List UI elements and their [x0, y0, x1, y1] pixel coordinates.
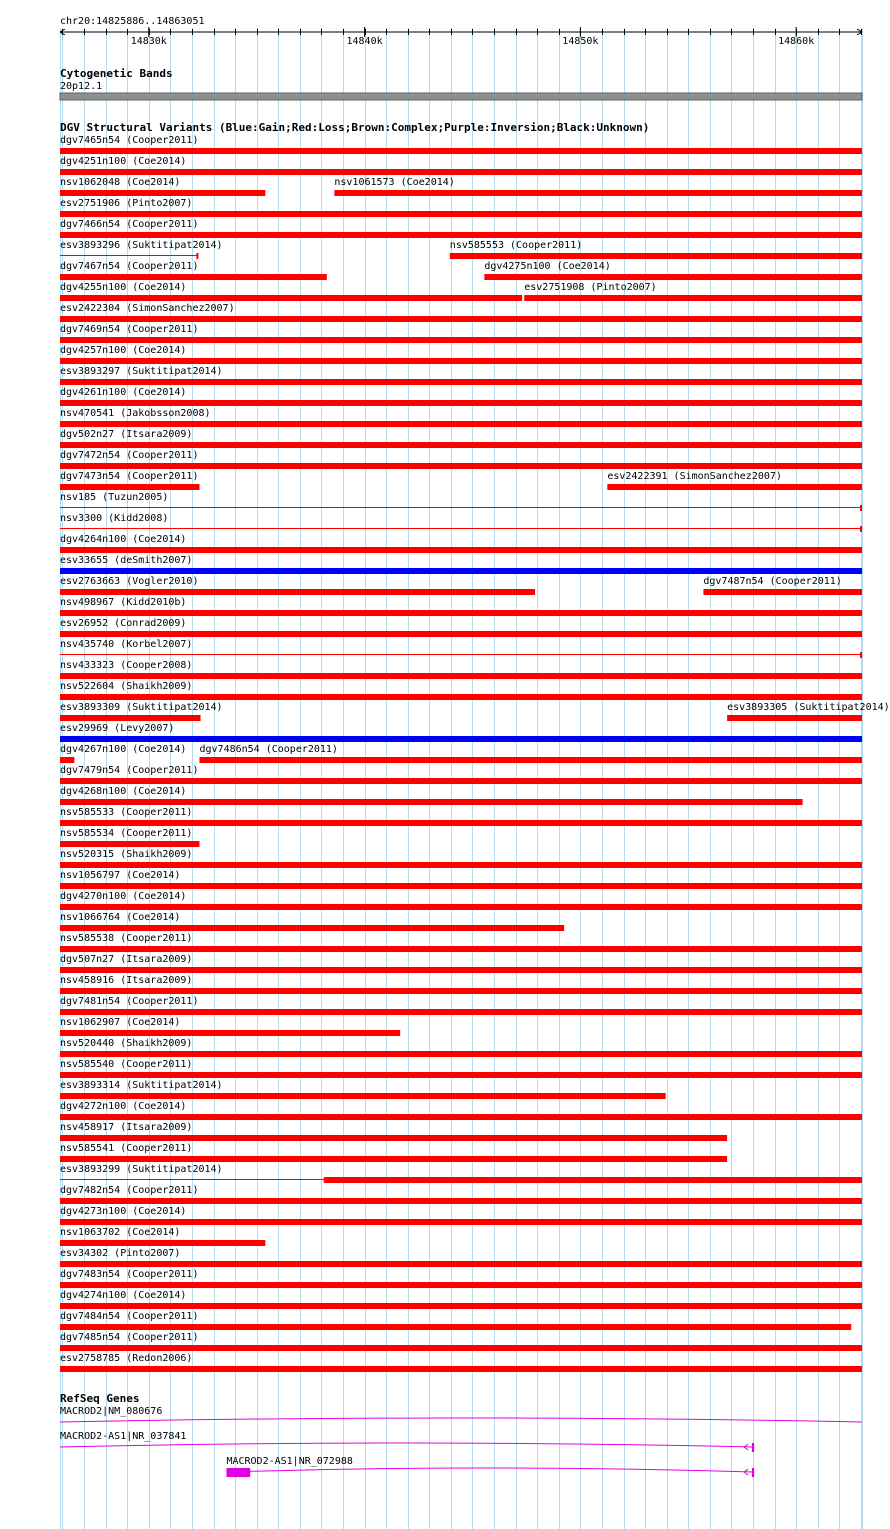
dgv-variant-label: nsv1066764 (Coe2014) — [60, 912, 181, 923]
dgv-variant-bar[interactable] — [60, 211, 862, 217]
dgv-variant-bar[interactable] — [60, 1303, 862, 1309]
dgv-variant-label: dgv4273n100 (Coe2014) — [60, 1206, 187, 1217]
dgv-row — [60, 1290, 862, 1309]
dgv-variant[interactable] — [60, 849, 862, 868]
dgv-variant[interactable] — [60, 744, 186, 763]
dgv-variant-label: esv2422391 (SimonSanchez2007) — [607, 471, 782, 482]
dgv-variant[interactable] — [60, 891, 862, 910]
dgv-variant[interactable] — [60, 366, 862, 385]
dgv-row — [60, 534, 862, 553]
dgv-variant[interactable] — [60, 492, 862, 511]
dgv-row — [60, 1122, 727, 1141]
dgv-variant[interactable] — [199, 744, 862, 763]
dgv-variant[interactable] — [727, 702, 890, 721]
dgv-variant-bar[interactable] — [60, 1324, 851, 1330]
dgv-variant[interactable] — [60, 1185, 862, 1204]
dgv-variant-label: dgv4267n100 (Coe2014) — [60, 744, 187, 755]
dgv-variant[interactable] — [60, 828, 199, 847]
dgv-variant[interactable] — [607, 471, 862, 490]
dgv-variant-bar[interactable] — [60, 862, 862, 868]
dgv-row — [60, 828, 199, 847]
dgv-variant[interactable] — [60, 954, 862, 973]
dgv-variant-bar[interactable] — [607, 484, 862, 490]
dgv-variant-label: dgv7486n54 (Cooper2011) — [199, 744, 338, 755]
dgv-row — [60, 744, 862, 763]
dgv-variant-bar[interactable] — [60, 295, 522, 301]
refseq-gene[interactable] — [60, 1406, 862, 1422]
dgv-row — [60, 450, 862, 469]
ruler-ticks — [60, 27, 862, 47]
dgv-variant[interactable] — [60, 996, 862, 1015]
dgv-variant[interactable] — [60, 597, 862, 616]
dgv-row — [60, 975, 862, 994]
dgv-variant-label: dgv7472n54 (Cooper2011) — [60, 450, 199, 461]
dgv-variant[interactable] — [60, 1143, 727, 1162]
dgv-variant-label: dgv4268n100 (Coe2014) — [60, 786, 187, 797]
dgv-variant-label: esv3893309 (Suktitipat2014) — [60, 702, 223, 713]
dgv-variant-bar[interactable] — [60, 421, 862, 427]
dgv-row — [60, 156, 862, 175]
dgv-variant-label: nsv498967 (Kidd2010b) — [60, 597, 187, 608]
cytoband-bar[interactable] — [60, 93, 862, 100]
dgv-variant-bar[interactable] — [334, 190, 862, 196]
dgv-row — [60, 597, 862, 616]
dgv-variant-label: nsv1061573 (Coe2014) — [334, 177, 455, 188]
dgv-variant-label: dgv7469n54 (Cooper2011) — [60, 324, 199, 335]
dgv-variant-bar[interactable] — [60, 274, 327, 280]
dgv-variant-bar[interactable] — [60, 1198, 862, 1204]
dgv-variant-bar[interactable] — [60, 715, 201, 721]
dgv-variant-bar[interactable] — [727, 715, 862, 721]
dgv-row — [60, 1017, 400, 1036]
dgv-variant-label: nsv585553 (Cooper2011) — [449, 240, 583, 251]
dgv-row — [60, 240, 862, 259]
dgv-row — [60, 219, 862, 238]
dgv-variant[interactable] — [60, 1101, 862, 1120]
dgv-row — [60, 1332, 862, 1351]
refseq-genes-track[interactable] — [60, 1392, 862, 1477]
dgv-variant[interactable] — [60, 177, 265, 196]
dgv-variant-label: dgv7479n54 (Cooper2011) — [60, 765, 199, 776]
ruler-range-label: chr20:14825886..14863051 — [60, 16, 205, 27]
dgv-variant-bar[interactable] — [60, 547, 862, 553]
dgv-row — [60, 177, 862, 196]
dgv-row — [60, 933, 862, 952]
ruler-tick-label: 14850k — [562, 36, 599, 47]
dgv-variant-label: nsv585533 (Cooper2011) — [60, 807, 193, 818]
dgv-variant[interactable] — [60, 1269, 862, 1288]
dgv-variant-label: dgv7485n54 (Cooper2011) — [60, 1332, 199, 1343]
dgv-variant-label: esv2422304 (SimonSanchez2007) — [60, 303, 235, 314]
dgv-variant-bar[interactable] — [60, 1009, 862, 1015]
dgv-row — [60, 849, 862, 868]
dgv-row — [60, 198, 862, 217]
dgv-variant-label: nsv585534 (Cooper2011) — [60, 828, 193, 839]
dgv-variant-label: nsv458916 (Itsara2009) — [60, 975, 193, 986]
dgv-row — [60, 1101, 862, 1120]
dgv-variant-label: nsv470541 (Jakobsson2008) — [60, 408, 211, 419]
dgv-variant-bar[interactable] — [60, 883, 862, 889]
dgv-variant-label: dgv4272n100 (Coe2014) — [60, 1101, 187, 1112]
dgv-variant-bar[interactable] — [60, 1240, 265, 1246]
dgv-variant-label: dgv4270n100 (Coe2014) — [60, 891, 187, 902]
dgv-track-title: DGV Structural Variants (Blue:Gain;Red:Loss;Brown:Complex;Purple:Inversion;Black:Unknown) — [60, 121, 650, 134]
dgv-variant-bar[interactable] — [60, 1156, 727, 1162]
dgv-variant[interactable] — [60, 1059, 862, 1078]
dgv-variant[interactable] — [60, 660, 862, 679]
dgv-variant-label: nsv585540 (Cooper2011) — [60, 1059, 193, 1070]
dgv-variant-label: nsv1062907 (Coe2014) — [60, 1017, 181, 1028]
dgv-variant-bar[interactable] — [60, 232, 862, 238]
dgv-variant-bar[interactable] — [703, 589, 862, 595]
dgv-variant[interactable] — [60, 408, 862, 427]
dgv-variant-label: esv33655 (deSmith2007) — [60, 555, 193, 566]
dgv-variant[interactable] — [60, 1248, 862, 1267]
dgv-variant-label: esv3893305 (Suktitipat2014) — [727, 702, 890, 713]
dgv-variant-bar[interactable] — [60, 169, 862, 175]
dgv-variant-bar[interactable] — [60, 757, 74, 763]
dgv-variant-label: esv26952 (Conrad2009) — [60, 618, 187, 629]
dgv-variant-label: dgv7481n54 (Cooper2011) — [60, 996, 199, 1007]
cytogenetic-bands-track[interactable] — [60, 67, 862, 100]
dgv-variant-bar[interactable] — [60, 484, 199, 490]
dgv-variant[interactable] — [60, 1080, 666, 1099]
dgv-variant[interactable] — [60, 135, 862, 154]
dgv-variant-label: nsv1056797 (Coe2014) — [60, 870, 181, 881]
dgv-variant-bar[interactable] — [60, 589, 535, 595]
dgv-row — [60, 1143, 727, 1162]
dgv-variant-label: dgv7484n54 (Cooper2011) — [60, 1311, 199, 1322]
dgv-variant-bar[interactable] — [60, 190, 265, 196]
dgv-variant[interactable] — [60, 765, 862, 784]
dgv-variant-label: nsv1063702 (Coe2014) — [60, 1227, 181, 1238]
dgv-row — [60, 513, 862, 532]
dgv-variant[interactable] — [60, 156, 862, 175]
dgv-row — [60, 912, 564, 931]
dgv-variant[interactable] — [60, 534, 862, 553]
dgv-row — [60, 261, 862, 280]
dgv-variant-label: esv2751908 (Pinto2007) — [524, 282, 657, 293]
dgv-variant-bar[interactable] — [60, 442, 862, 448]
dgv-variant[interactable] — [60, 912, 564, 931]
dgv-row — [60, 1059, 862, 1078]
dgv-variant[interactable] — [60, 1353, 862, 1372]
dgv-row — [60, 429, 862, 448]
dgv-variant-bar[interactable] — [60, 463, 862, 469]
dgv-row — [60, 1353, 862, 1372]
dgv-variant-label: esv29969 (Levy2007) — [60, 723, 175, 734]
dgv-variant-bar[interactable] — [60, 316, 862, 322]
refseq-track-title: RefSeq Genes — [60, 1392, 140, 1405]
dgv-variant[interactable] — [60, 1290, 862, 1309]
dgv-row — [60, 1311, 851, 1330]
dgv-variant[interactable] — [60, 933, 862, 952]
dgv-variant-bar[interactable] — [60, 799, 803, 805]
dgv-rows — [60, 135, 890, 1372]
dgv-variant-label: dgv4261n100 (Coe2014) — [60, 387, 187, 398]
dgv-variant[interactable] — [60, 1227, 265, 1246]
dgv-variant-bar[interactable] — [60, 988, 862, 994]
dgv-row — [60, 1164, 862, 1183]
dgv-variant[interactable] — [60, 576, 535, 595]
dgv-row — [60, 996, 862, 1015]
dgv-row — [60, 471, 862, 490]
dgv-variant[interactable] — [334, 177, 862, 196]
dgv-variant-bar[interactable] — [60, 631, 862, 637]
dgv-variant-label: dgv7466n54 (Cooper2011) — [60, 219, 199, 230]
dgv-variant[interactable] — [60, 975, 862, 994]
dgv-variant-label: dgv7465n54 (Cooper2011) — [60, 135, 199, 146]
dgv-variant-bar[interactable] — [199, 757, 862, 763]
dgv-variant-bar[interactable] — [60, 337, 862, 343]
dgv-variant[interactable] — [60, 807, 862, 826]
dgv-variant[interactable] — [60, 639, 862, 658]
dgv-variant-bar[interactable] — [484, 274, 862, 280]
dgv-variant-bar[interactable] — [60, 568, 862, 574]
refseq-exon[interactable] — [752, 1468, 754, 1477]
dgv-variant[interactable] — [60, 387, 862, 406]
dgv-variant-label: dgv4257n100 (Coe2014) — [60, 345, 187, 356]
refseq-gene[interactable] — [60, 1431, 754, 1452]
dgv-structural-variants-track[interactable] — [60, 121, 890, 1372]
dgv-variant-label: esv3893314 (Suktitipat2014) — [60, 1080, 223, 1091]
dgv-variant[interactable] — [60, 282, 522, 301]
refseq-exon[interactable] — [226, 1468, 250, 1477]
ruler-tick-label: 14840k — [346, 36, 383, 47]
dgv-variant-end — [860, 505, 862, 511]
dgv-variant-bar[interactable] — [60, 148, 862, 154]
dgv-variant-label: nsv435740 (Korbel2007) — [60, 639, 193, 650]
dgv-variant[interactable] — [60, 1038, 862, 1057]
cytoband-label: 20p12.1 — [60, 81, 103, 92]
dgv-row — [60, 492, 862, 511]
refseq-gene-label: MACROD2-AS1|NR_072988 — [226, 1456, 353, 1467]
dgv-variant-label: nsv433323 (Cooper2008) — [60, 660, 193, 671]
refseq-gene[interactable] — [226, 1456, 754, 1477]
dgv-row — [60, 345, 862, 364]
dgv-variant-label: dgv7487n54 (Cooper2011) — [703, 576, 842, 587]
dgv-variant[interactable] — [450, 240, 862, 259]
dgv-variant-label: dgv502n27 (Itsara2009) — [60, 429, 193, 440]
dgv-row — [60, 660, 862, 679]
dgv-variant-bar[interactable] — [60, 1114, 862, 1120]
dgv-variant-label: dgv4274n100 (Coe2014) — [60, 1290, 187, 1301]
dgv-row — [60, 282, 862, 301]
dgv-row — [60, 555, 862, 574]
dgv-variant-label: dgv4255n100 (Coe2014) — [60, 282, 187, 293]
dgv-row — [60, 1038, 862, 1057]
dgv-variant-label: nsv585541 (Cooper2011) — [60, 1143, 193, 1154]
ruler-tick-label: 14860k — [778, 36, 815, 47]
dgv-row — [60, 135, 862, 154]
dgv-variant[interactable] — [60, 1122, 727, 1141]
dgv-variant-bar[interactable] — [60, 820, 862, 826]
dgv-variant-label: nsv1062048 (Coe2014) — [60, 177, 181, 188]
dgv-variant-bar[interactable] — [60, 967, 862, 973]
dgv-variant[interactable] — [60, 261, 327, 280]
dgv-variant-label: nsv522604 (Shaikh2009) — [60, 681, 193, 692]
ruler-tick-label: 14830k — [130, 36, 167, 47]
dgv-variant-bar[interactable] — [60, 1093, 666, 1099]
dgv-row — [60, 723, 862, 742]
dgv-row — [60, 786, 803, 805]
dgv-row — [60, 408, 862, 427]
dgv-variant-bar[interactable] — [60, 400, 862, 406]
refseq-intron-line — [60, 1418, 862, 1422]
dgv-variant-label: esv2758785 (Redon2006) — [60, 1353, 193, 1364]
dgv-row — [60, 1185, 862, 1204]
dgv-variant[interactable] — [60, 555, 862, 574]
dgv-variant-end — [324, 1177, 326, 1183]
dgv-variant[interactable] — [60, 702, 223, 721]
dgv-variant-label: dgv7482n54 (Cooper2011) — [60, 1185, 199, 1196]
dgv-variant[interactable] — [703, 576, 862, 595]
dgv-variant-bar[interactable] — [60, 358, 862, 364]
dgv-variant-bar[interactable] — [60, 694, 862, 700]
dgv-row — [60, 576, 862, 595]
dgv-row — [60, 1080, 666, 1099]
dgv-variant[interactable] — [60, 513, 862, 532]
dgv-variant-label: esv34302 (Pinto2007) — [60, 1248, 181, 1259]
dgv-variant-bar[interactable] — [60, 610, 862, 616]
dgv-variant-label: esv2763663 (Vogler2010) — [60, 576, 199, 587]
dgv-row — [60, 618, 862, 637]
dgv-row — [60, 807, 862, 826]
dgv-variant[interactable] — [60, 345, 862, 364]
dgv-variant[interactable] — [60, 870, 862, 889]
dgv-row — [60, 324, 862, 343]
dgv-variant-label: nsv520315 (Shaikh2009) — [60, 849, 193, 860]
dgv-variant-label: nsv520440 (Shaikh2009) — [60, 1038, 193, 1049]
dgv-variant-label: esv3893296 (Suktitipat2014) — [60, 240, 223, 251]
cytoband-track-title: Cytogenetic Bands — [60, 67, 173, 80]
dgv-row — [60, 639, 862, 658]
dgv-variant-bar[interactable] — [60, 1219, 862, 1225]
dgv-variant-label: nsv585538 (Cooper2011) — [60, 933, 193, 944]
dgv-row — [60, 366, 862, 385]
dgv-variant-bar[interactable] — [326, 1177, 862, 1183]
dgv-variant[interactable] — [60, 723, 862, 742]
dgv-variant-bar[interactable] — [60, 904, 862, 910]
refseq-intron-line — [60, 1443, 754, 1447]
dgv-variant-bar[interactable] — [60, 841, 199, 847]
dgv-variant[interactable] — [60, 618, 862, 637]
dgv-variant-label: nsv185 (Tuzun2005) — [60, 492, 169, 503]
dgv-variant-label: dgv7473n54 (Cooper2011) — [60, 471, 199, 482]
dgv-variant[interactable] — [60, 471, 199, 490]
dgv-variant-label: nsv3300 (Kidd2008) — [60, 513, 169, 524]
dgv-variant-bar[interactable] — [60, 1282, 862, 1288]
dgv-variant-label: dgv7467n54 (Cooper2011) — [60, 261, 199, 272]
dgv-variant-label: dgv507n27 (Itsara2009) — [60, 954, 193, 965]
dgv-variant[interactable] — [60, 324, 862, 343]
dgv-row — [60, 1248, 862, 1267]
dgv-variant-bar[interactable] — [60, 673, 862, 679]
dgv-variant-bar[interactable] — [60, 1345, 862, 1351]
dgv-variant-label: esv3893299 (Suktitipat2014) — [60, 1164, 223, 1175]
refseq-exon[interactable] — [752, 1443, 754, 1452]
dgv-variant-bar[interactable] — [60, 1261, 862, 1267]
dgv-variant-end — [860, 652, 862, 658]
dgv-variant-bar[interactable] — [524, 295, 862, 301]
dgv-variant[interactable] — [484, 261, 862, 280]
dgv-variant-bar[interactable] — [450, 253, 862, 259]
dgv-row — [60, 870, 862, 889]
dgv-row — [60, 891, 862, 910]
dgv-variant-bar[interactable] — [60, 925, 564, 931]
dgv-variant-label: dgv7483n54 (Cooper2011) — [60, 1269, 199, 1280]
dgv-variant-bar[interactable] — [60, 1135, 727, 1141]
dgv-variant[interactable] — [60, 303, 862, 322]
dgv-variant-bar[interactable] — [60, 379, 862, 385]
dgv-variant-label: nsv458917 (Itsara2009) — [60, 1122, 193, 1133]
dgv-variant[interactable] — [60, 429, 862, 448]
position-ruler[interactable] — [60, 16, 862, 47]
dgv-variant-label: dgv4275n100 (Coe2014) — [484, 261, 611, 272]
dgv-variant[interactable] — [524, 282, 862, 301]
dgv-variant[interactable] — [60, 198, 862, 217]
dgv-variant-bar[interactable] — [60, 778, 862, 784]
dgv-variant-end — [860, 526, 862, 532]
dgv-row — [60, 681, 862, 700]
dgv-variant-label: dgv4251n100 (Coe2014) — [60, 156, 187, 167]
dgv-variant[interactable] — [60, 219, 862, 238]
dgv-row — [60, 1206, 862, 1225]
dgv-row — [60, 303, 862, 322]
dgv-variant-bar[interactable] — [60, 1072, 862, 1078]
dgv-variant-bar[interactable] — [60, 1030, 400, 1036]
dgv-variant[interactable] — [60, 1311, 851, 1330]
dgv-row — [60, 1227, 265, 1246]
dgv-row — [60, 702, 890, 721]
refseq-genes — [60, 1406, 862, 1477]
dgv-variant-bar[interactable] — [60, 1051, 862, 1057]
dgv-variant[interactable] — [60, 1206, 862, 1225]
dgv-row — [60, 387, 862, 406]
dgv-variant-end — [196, 253, 198, 259]
dgv-variant[interactable] — [60, 681, 862, 700]
dgv-variant-bar[interactable] — [60, 1366, 862, 1372]
dgv-variant-bar[interactable] — [60, 736, 862, 742]
dgv-variant[interactable] — [60, 1332, 862, 1351]
dgv-variant[interactable] — [60, 786, 803, 805]
dgv-variant[interactable] — [60, 450, 862, 469]
dgv-variant-label: esv3893297 (Suktitipat2014) — [60, 366, 223, 377]
dgv-variant[interactable] — [326, 1177, 862, 1183]
dgv-variant-label: esv2751906 (Pinto2007) — [60, 198, 193, 209]
refseq-intron-line — [226, 1468, 754, 1472]
dgv-variant[interactable] — [60, 1017, 400, 1036]
dgv-row — [60, 1269, 862, 1288]
dgv-row — [60, 954, 862, 973]
dgv-row — [60, 765, 862, 784]
refseq-gene-label: MACROD2|NM_080676 — [60, 1406, 163, 1417]
refseq-gene-label: MACROD2-AS1|NR_037841 — [60, 1431, 187, 1442]
dgv-variant-label: dgv4264n100 (Coe2014) — [60, 534, 187, 545]
dgv-variant-bar[interactable] — [60, 946, 862, 952]
